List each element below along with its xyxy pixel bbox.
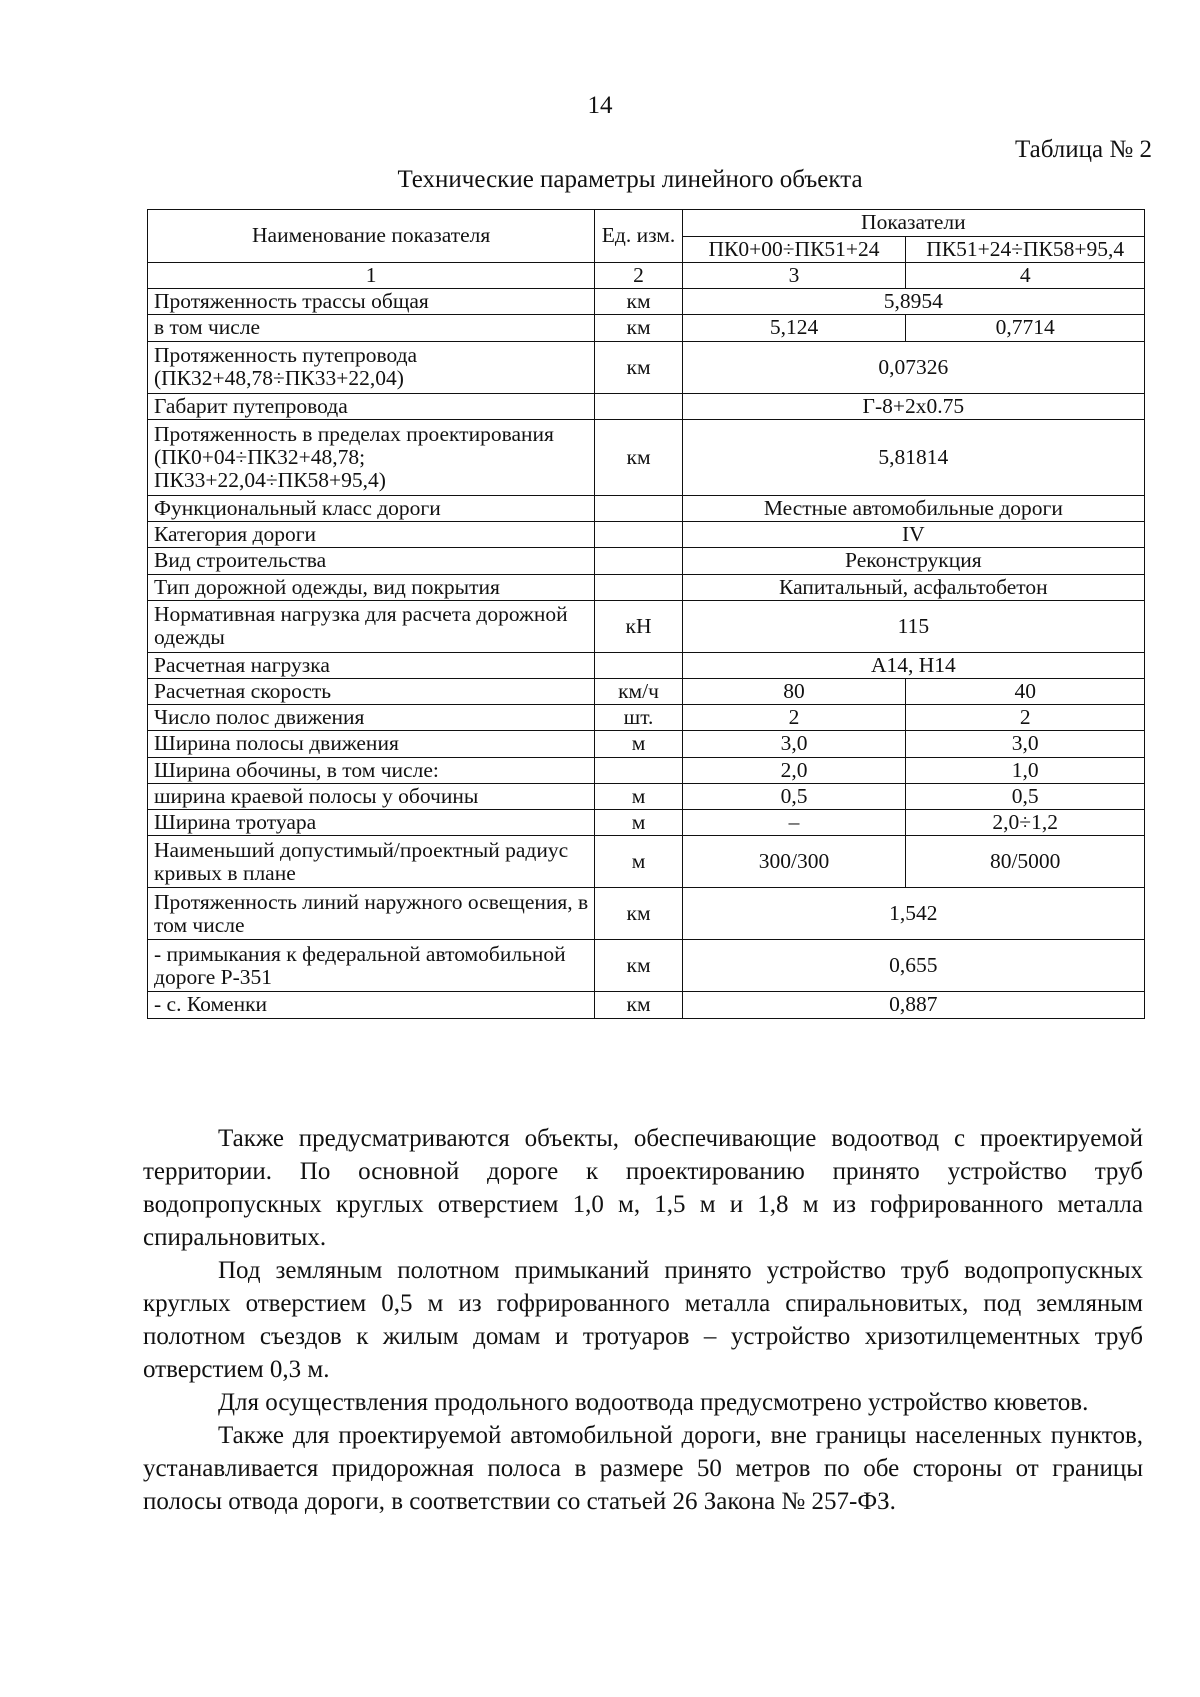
row-value-1: 0,5 xyxy=(682,783,906,809)
row-value: 5,81814 xyxy=(682,419,1144,495)
table-row xyxy=(148,419,1145,495)
row-unit xyxy=(595,393,682,419)
row-value-2: 0,5 xyxy=(906,783,1145,809)
row-name: - примыкания к федеральной автомобильной дороге Р-351 xyxy=(148,940,595,992)
column-number: 1 xyxy=(148,263,595,289)
row-unit xyxy=(595,495,682,521)
row-name: Категория дороги xyxy=(148,522,595,548)
row-value-2: 40 xyxy=(906,678,1145,704)
paragraph: Для осуществления продольного водоотвода предусмотрено устройство кюветов. xyxy=(218,1389,1089,1416)
row-name: Функциональный класс дороги xyxy=(148,495,595,521)
row-unit xyxy=(595,652,682,678)
row-value: 0,887 xyxy=(682,992,1144,1018)
column-number: 3 xyxy=(682,263,906,289)
column-number: 2 xyxy=(595,263,682,289)
table-row xyxy=(148,289,1145,315)
header-values: Показатели xyxy=(682,210,1144,237)
header-section-2: ПК51+24÷ПК58+95,4 xyxy=(906,236,1145,263)
parameters-table xyxy=(147,209,1145,1019)
row-value: Местные автомобильные дороги xyxy=(682,495,1144,521)
row-value-2: 2,0÷1,2 xyxy=(906,810,1145,836)
table-row xyxy=(148,783,1145,809)
row-name: ширина краевой полосы у обочины xyxy=(148,783,595,809)
header-unit: Ед. изм. xyxy=(595,210,682,263)
row-value: 115 xyxy=(682,600,1144,652)
row-value: 1,542 xyxy=(682,888,1144,940)
table-row xyxy=(148,495,1145,521)
header-section-1: ПК0+00÷ПК51+24 xyxy=(682,236,906,263)
table-row xyxy=(148,652,1145,678)
paragraph: Под земляным полотном примыканий принято устройство труб водопропускных круглых отверстием 0,5 м из гофрированного металла спиральновитых, под земляным полотном съездов к жилым домам и тротуаров – устройство хризотилцементных труб отверстием 0,3 м. xyxy=(143,1257,1143,1383)
row-unit: км xyxy=(595,419,682,495)
row-value: А14, Н14 xyxy=(682,652,1144,678)
row-unit: шт. xyxy=(595,705,682,731)
row-unit xyxy=(595,548,682,574)
table-row xyxy=(148,757,1145,783)
row-value: Г-8+2х0.75 xyxy=(682,393,1144,419)
row-unit: км/ч xyxy=(595,678,682,704)
row-unit: м xyxy=(595,810,682,836)
row-value-1: 80 xyxy=(682,678,906,704)
row-value-2: 3,0 xyxy=(906,731,1145,757)
row-value-1: 3,0 xyxy=(682,731,906,757)
header-name: Наименование показателя xyxy=(148,210,595,263)
table-row xyxy=(148,810,1145,836)
row-value-1: 2,0 xyxy=(682,757,906,783)
row-unit: км xyxy=(595,289,682,315)
row-name: - с. Коменки xyxy=(148,992,595,1018)
row-name: Ширина обочины, в том числе: xyxy=(148,757,595,783)
table-row xyxy=(148,992,1145,1018)
body-text xyxy=(143,1122,1143,1518)
row-value-1: 2 xyxy=(682,705,906,731)
row-value: IV xyxy=(682,522,1144,548)
table-row xyxy=(148,315,1145,341)
table-row xyxy=(148,522,1145,548)
row-value: Реконструкция xyxy=(682,548,1144,574)
row-value: Капитальный, асфальтобетон xyxy=(682,574,1144,600)
row-unit: км xyxy=(595,940,682,992)
row-name: Ширина тротуара xyxy=(148,810,595,836)
row-value-2: 2 xyxy=(906,705,1145,731)
table-row xyxy=(148,731,1145,757)
table-row xyxy=(148,393,1145,419)
row-unit: м xyxy=(595,836,682,888)
row-value: 0,07326 xyxy=(682,341,1144,393)
row-unit: км xyxy=(595,992,682,1018)
row-unit xyxy=(595,522,682,548)
row-name: Наименьший допустимый/проектный радиус кривых в плане xyxy=(148,836,595,888)
row-name: в том числе xyxy=(148,315,595,341)
row-value: 0,655 xyxy=(682,940,1144,992)
row-name: Габарит путепровода xyxy=(148,393,595,419)
row-name: Протяженность путепровода (ПК32+48,78÷ПК33+22,04) xyxy=(148,341,595,393)
table-row xyxy=(148,940,1145,992)
row-name: Протяженность линий наружного освещения, в том числе xyxy=(148,888,595,940)
row-unit: кН xyxy=(595,600,682,652)
row-unit: м xyxy=(595,783,682,809)
row-name: Вид строительства xyxy=(148,548,595,574)
table-row xyxy=(148,836,1145,888)
page-number: 14 xyxy=(587,92,613,119)
row-unit: м xyxy=(595,731,682,757)
row-name: Протяженность в пределах проектирования (ПК0+04÷ПК32+48,78; ПК33+22,04÷ПК58+95,4) xyxy=(148,419,595,495)
row-value-1: 300/300 xyxy=(682,836,906,888)
row-unit: км xyxy=(595,315,682,341)
row-name: Тип дорожной одежды, вид покрытия xyxy=(148,574,595,600)
row-value-2: 1,0 xyxy=(906,757,1145,783)
row-unit: км xyxy=(595,341,682,393)
row-value-1: – xyxy=(682,810,906,836)
table-row xyxy=(148,600,1145,652)
table-number: Таблица № 2 xyxy=(1014,136,1152,163)
table-row xyxy=(148,678,1145,704)
row-unit: км xyxy=(595,888,682,940)
row-value-2: 80/5000 xyxy=(906,836,1145,888)
row-unit xyxy=(595,757,682,783)
row-unit xyxy=(595,574,682,600)
row-value: 5,8954 xyxy=(682,289,1144,315)
row-name: Расчетная нагрузка xyxy=(148,652,595,678)
table-row xyxy=(148,574,1145,600)
table-title: Технические параметры линейного объекта xyxy=(397,166,863,193)
row-name: Нормативная нагрузка для расчета дорожной одежды xyxy=(148,600,595,652)
paragraph: Также для проектируемой автомобильной дороги, вне границы населенных пунктов, устанавливается придорожная полоса в размере 50 метров по обе стороны от границы полосы отвода дороги, в соответствии со статьей 26 Закона № 257-ФЗ. xyxy=(143,1422,1143,1515)
row-value-2: 0,7714 xyxy=(906,315,1145,341)
table-row xyxy=(148,705,1145,731)
table-row xyxy=(148,548,1145,574)
row-name: Ширина полосы движения xyxy=(148,731,595,757)
row-name: Протяженность трассы общая xyxy=(148,289,595,315)
row-name: Число полос движения xyxy=(148,705,595,731)
paragraph: Также предусматриваются объекты, обеспечивающие водоотвод с проектируемой территории. По основной дороге к проектированию принято устройство труб водопропускных круглых отверстием 1,0 м, 1,5 м и 1,8 м из гофрированного металла спиральновитых. xyxy=(143,1125,1143,1251)
row-name: Расчетная скорость xyxy=(148,678,595,704)
table-row xyxy=(148,888,1145,940)
column-number: 4 xyxy=(906,263,1145,289)
row-value-1: 5,124 xyxy=(682,315,906,341)
table-row xyxy=(148,341,1145,393)
